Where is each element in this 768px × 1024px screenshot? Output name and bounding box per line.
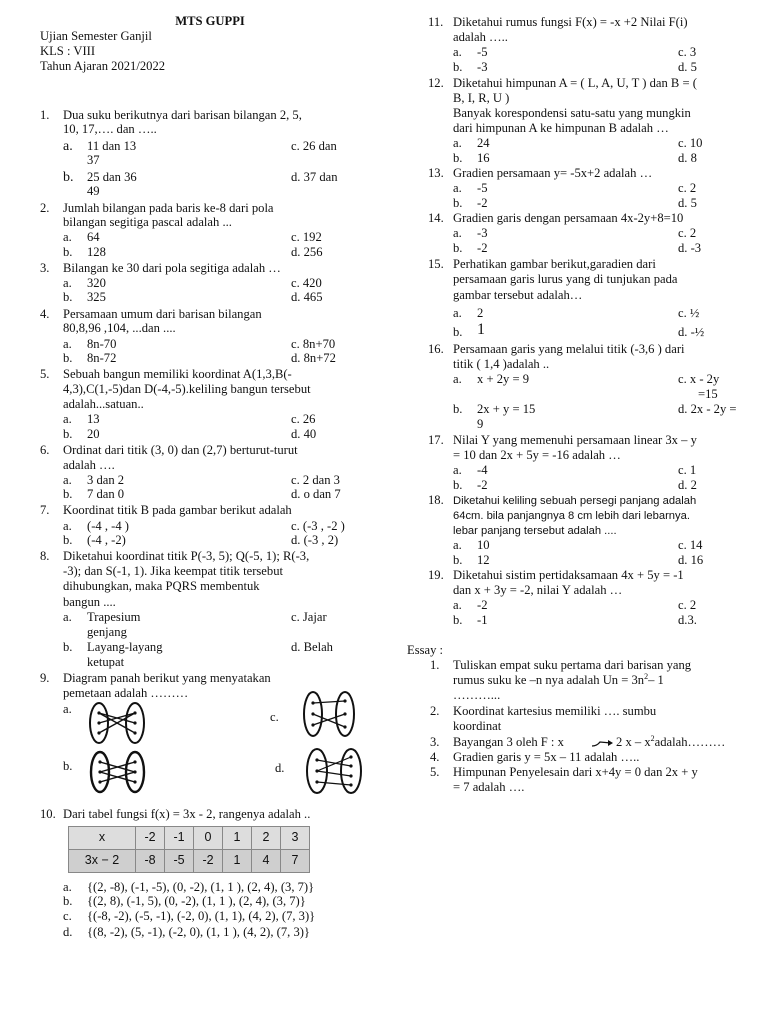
table-cell: 0 bbox=[194, 827, 223, 850]
class-label: KLS : VIII bbox=[40, 44, 96, 58]
table-cell: 4 bbox=[252, 850, 281, 873]
school-name: MTS GUPPI bbox=[175, 14, 245, 28]
arrow-diagram-a bbox=[88, 701, 146, 745]
table-cell: 3 bbox=[281, 827, 310, 850]
table-cell: -2 bbox=[194, 850, 223, 873]
table-cell: 2 bbox=[252, 827, 281, 850]
table-cell: 1 bbox=[223, 850, 252, 873]
function-table bbox=[68, 826, 310, 873]
exam-header bbox=[40, 14, 380, 74]
arrow-diagram-d bbox=[304, 745, 364, 795]
essay-title: Essay : bbox=[407, 643, 444, 657]
arrow-right-icon bbox=[591, 737, 615, 749]
table-cell: -2 bbox=[136, 827, 165, 850]
table-cell: 3x − 2 bbox=[69, 850, 136, 873]
table-cell: -8 bbox=[136, 850, 165, 873]
arrow-diagram-b bbox=[88, 750, 148, 794]
table-cell: -1 bbox=[165, 827, 194, 850]
academic-year: Tahun Ajaran 2021/2022 bbox=[40, 59, 166, 73]
table-cell: 7 bbox=[281, 850, 310, 873]
exam-name: Ujian Semester Ganjil bbox=[40, 29, 152, 43]
table-cell: -5 bbox=[165, 850, 194, 873]
table-cell: x bbox=[69, 827, 136, 850]
table-cell: 1 bbox=[223, 827, 252, 850]
arrow-diagram-c bbox=[301, 689, 357, 739]
